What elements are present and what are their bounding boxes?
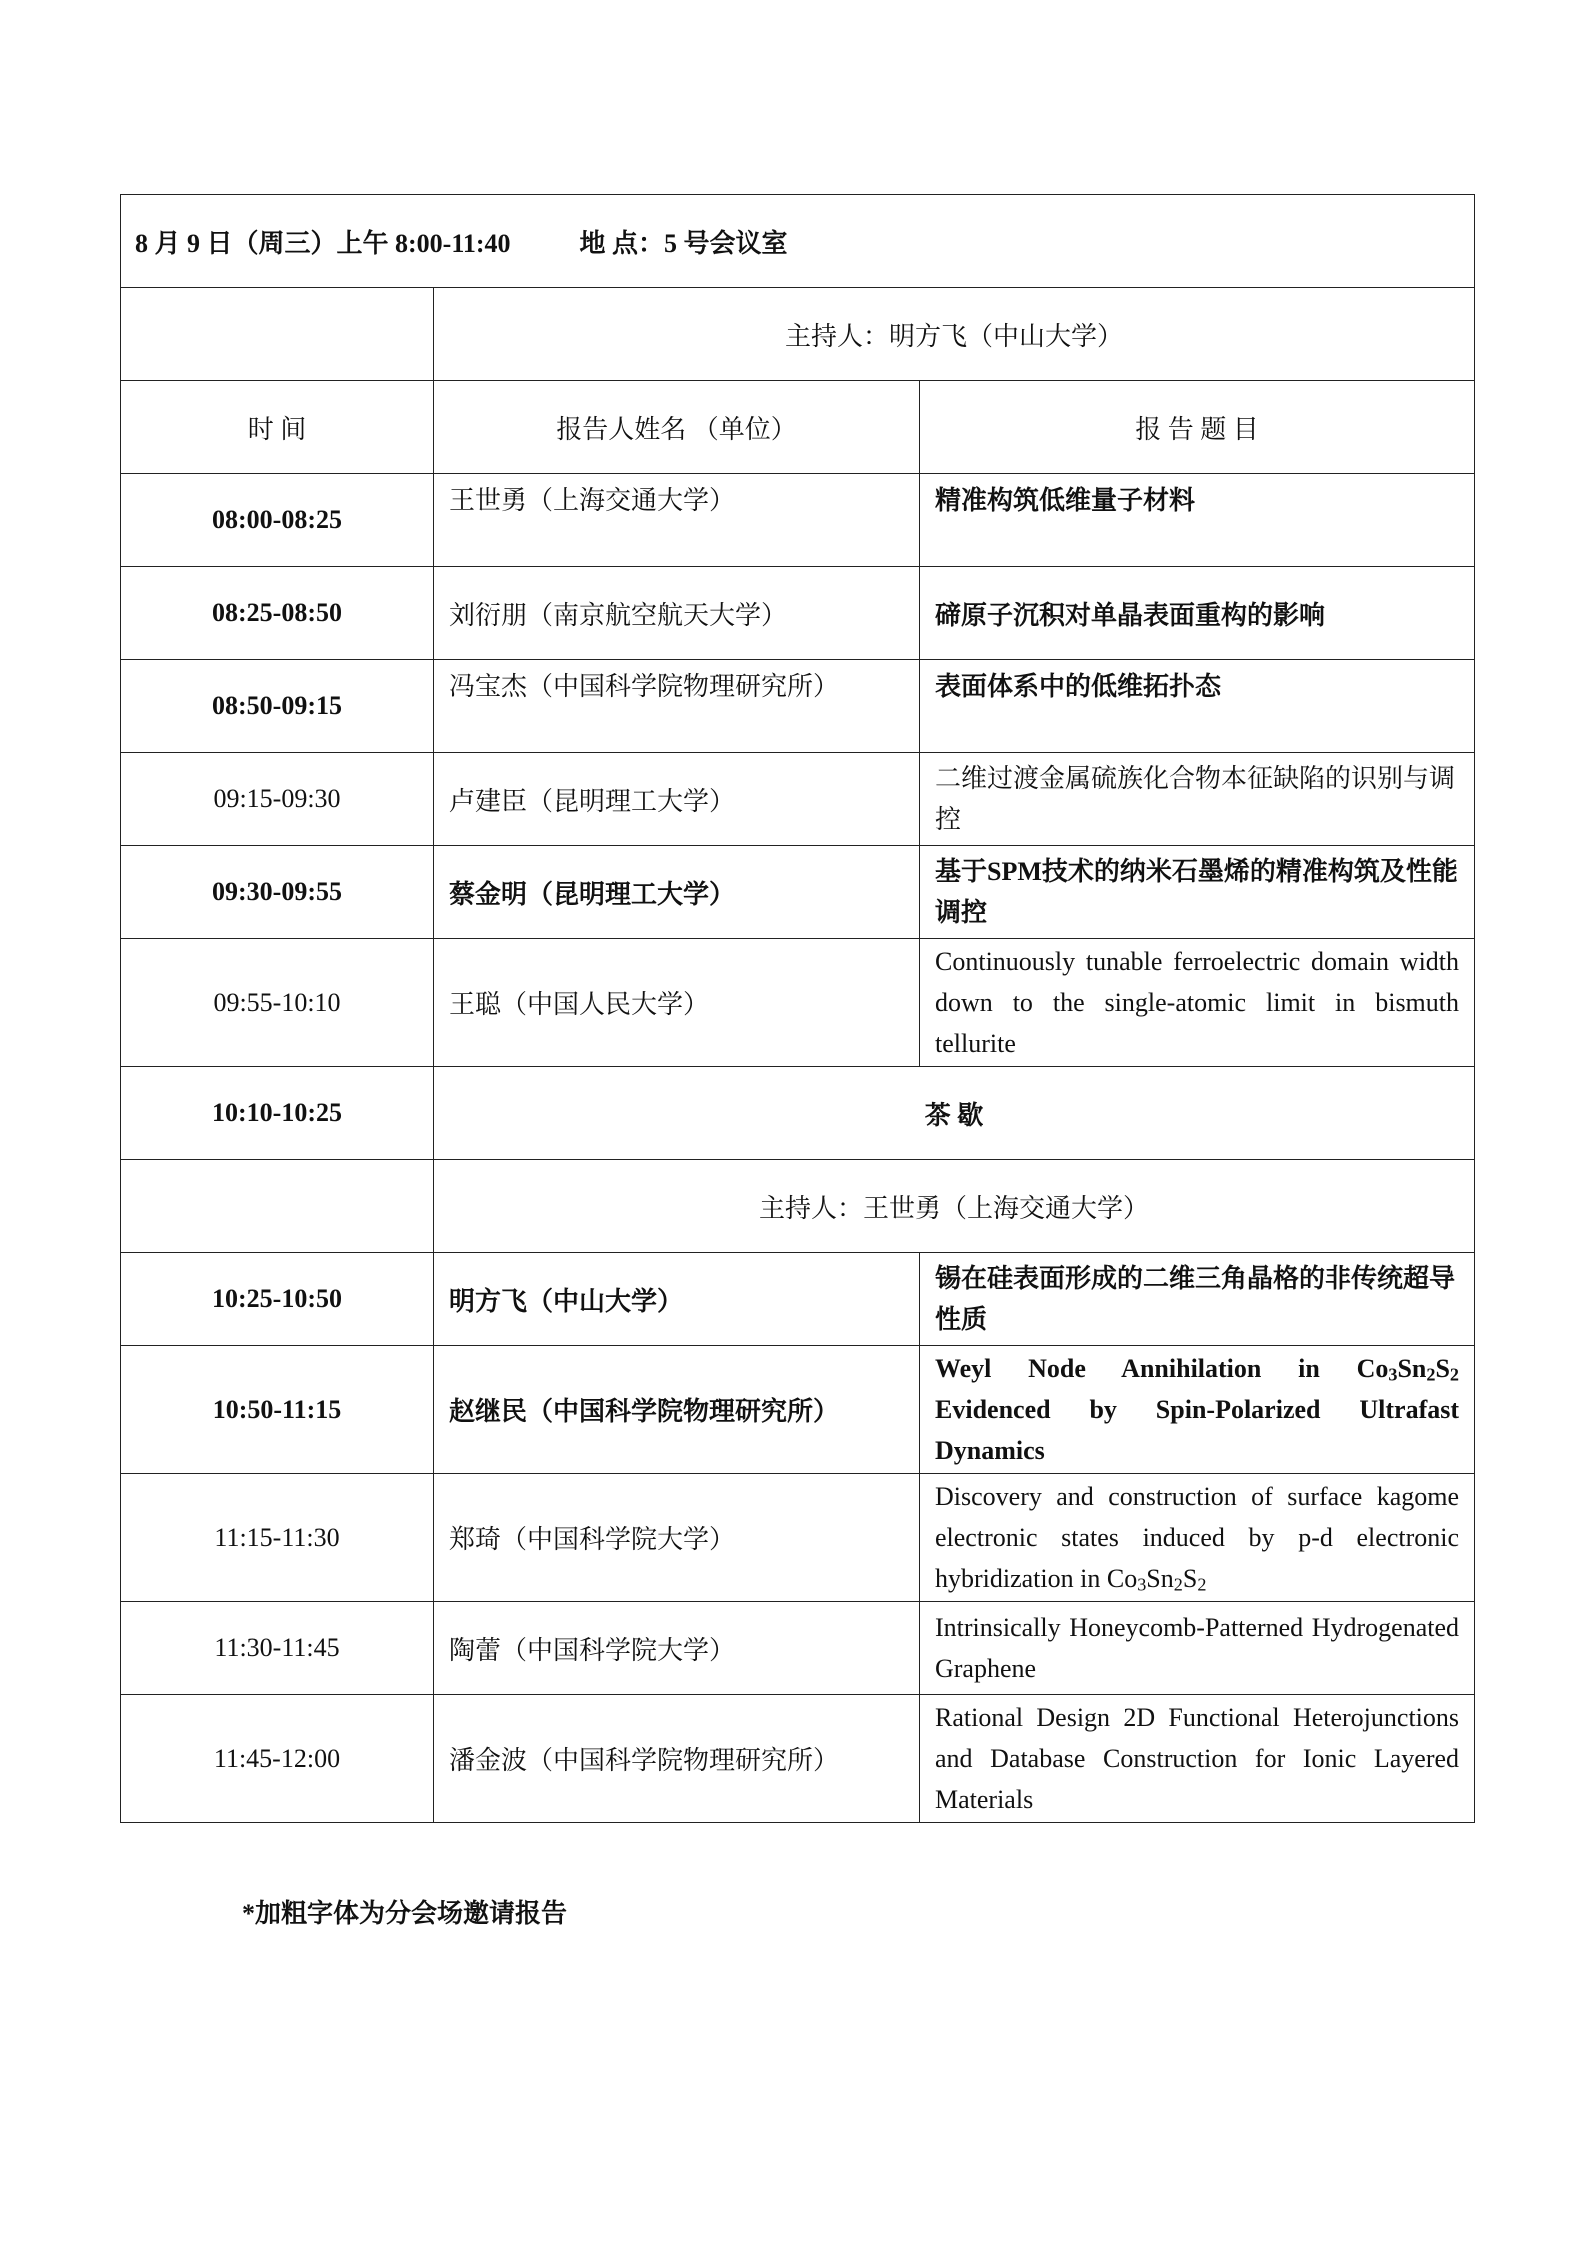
talk-title: 基于SPM技术的纳米石墨烯的精准构筑及性能调控 [920, 846, 1475, 939]
table-row [121, 1474, 1475, 1602]
talk-time: 09:55-10:10 [121, 939, 434, 1067]
break-label: 茶 歇 [434, 1067, 1475, 1160]
talk-time: 10:50-11:15 [121, 1346, 434, 1474]
talk-speaker: 陶蕾（中国科学院大学） [434, 1602, 920, 1695]
talk-title: Discovery and construction of surface kagome electronic states induced by p-d electronic hybridization in $Co_3Sn_2S_2$ [920, 1474, 1475, 1602]
talk-speaker: 赵继民（中国科学院物理研究所） [434, 1346, 920, 1474]
session-header [121, 195, 1475, 288]
talk-speaker: 刘衍朋（南京航空航天大学） [434, 567, 920, 660]
footnote: *加粗字体为分会场邀请报告 [242, 1899, 568, 1928]
talk-title: Weyl Node Annihilation in $Co_3Sn_2S_2$ Evidenced by Spin-Polarized Ultrafast Dynamics [920, 1346, 1475, 1474]
talk-speaker: 冯宝杰（中国科学院物理研究所） [434, 660, 920, 753]
talk-speaker: 王世勇（上海交通大学） [434, 474, 920, 567]
talk-speaker: 郑琦（中国科学院大学） [434, 1474, 920, 1602]
talk-title: 表面体系中的低维拓扑态 [920, 660, 1475, 753]
table-row [121, 846, 1475, 939]
talk-time: 09:30-09:55 [121, 846, 434, 939]
session-location: 地 点：5 号会议室 [579, 228, 788, 258]
break-time: 10:10-10:25 [121, 1067, 434, 1160]
talk-speaker: 卢建臣（昆明理工大学） [434, 753, 920, 846]
talk-time: 10:25-10:50 [121, 1253, 434, 1346]
talk-title: 二维过渡金属硫族化合物本征缺陷的识别与调控 [920, 753, 1475, 846]
talk-speaker: 蔡金明（昆明理工大学） [434, 846, 920, 939]
talk-title: Intrinsically Honeycomb-Patterned Hydrogenated Graphene [920, 1602, 1475, 1695]
talk-time: 09:15-09:30 [121, 753, 434, 846]
column-header-time: 时 间 [121, 381, 434, 474]
talk-title: Continuously tunable ferroelectric domain width down to the single-atomic limit in bismuth tellurite [920, 939, 1475, 1067]
host-row-2 [121, 1160, 1475, 1253]
talk-time: 11:15-11:30 [121, 1474, 434, 1602]
column-header-speaker: 报告人姓名 （单位） [434, 381, 920, 474]
host-1: 主持人：明方飞（中山大学） [434, 288, 1475, 381]
empty-cell [121, 1160, 434, 1253]
table-row [121, 939, 1475, 1067]
table-row [121, 1695, 1475, 1823]
table-row [121, 567, 1475, 660]
talk-time: 11:30-11:45 [121, 1602, 434, 1695]
column-header-title: 报 告 题 目 [920, 381, 1475, 474]
talk-speaker: 王聪（中国人民大学） [434, 939, 920, 1067]
break-row [121, 1067, 1475, 1160]
talk-title: 锡在硅表面形成的二维三角晶格的非传统超导性质 [920, 1253, 1475, 1346]
empty-cell [121, 288, 434, 381]
table-row [121, 753, 1475, 846]
schedule-table [120, 194, 1475, 1823]
column-header-row [121, 381, 1475, 474]
table-row [121, 660, 1475, 753]
table-row [121, 1346, 1475, 1474]
talk-time: 11:45-12:00 [121, 1695, 434, 1823]
talk-time: 08:00-08:25 [121, 474, 434, 567]
session-date-time: 8 月 9 日（周三）上午 8:00-11:40 [135, 228, 511, 258]
header-row [121, 195, 1475, 288]
talk-time: 08:25-08:50 [121, 567, 434, 660]
talk-title: 精准构筑低维量子材料 [920, 474, 1475, 567]
host-2: 主持人：王世勇（上海交通大学） [434, 1160, 1475, 1253]
talk-time: 08:50-09:15 [121, 660, 434, 753]
talk-speaker: 明方飞（中山大学） [434, 1253, 920, 1346]
talk-title: Rational Design 2D Functional Heterojunctions and Database Construction for Ionic Layered Materials [920, 1695, 1475, 1823]
host-row-1 [121, 288, 1475, 381]
table-row [121, 474, 1475, 567]
talk-title: 碲原子沉积对单晶表面重构的影响 [920, 567, 1475, 660]
table-row [121, 1253, 1475, 1346]
talk-speaker: 潘金波（中国科学院物理研究所） [434, 1695, 920, 1823]
table-row [121, 1602, 1475, 1695]
